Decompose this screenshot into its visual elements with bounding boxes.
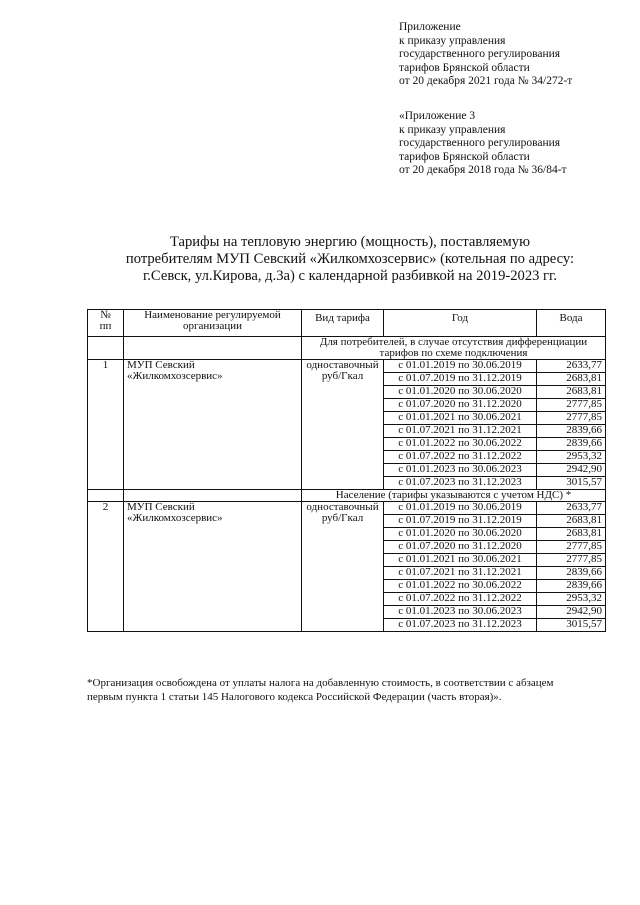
appendix-line: от 20 декабря 2021 года № 34/272-т [399,75,573,88]
tariff-value: 2839,66 [537,580,606,593]
tariff-value: 2839,66 [537,425,606,438]
tariff-kind: одноставочный руб/Гкал [302,502,384,632]
organization-name: МУП Севский «Жилкомхозсервис» [124,502,302,632]
tariff-value: 2953,32 [537,593,606,606]
tariff-value: 2683,81 [537,373,606,386]
appendix-line: тарифов Брянской области [399,150,530,163]
tariff-value: 2942,90 [537,606,606,619]
header-num: № пп [88,310,124,337]
tariff-period: с 01.01.2022 по 30.06.2022 [384,438,537,451]
appendix-line: к приказу управления [399,34,506,47]
tariff-period: с 01.01.2020 по 30.06.2020 [384,386,537,399]
tariff-kind: одноставочный руб/Гкал [302,360,384,490]
tariff-period: с 01.07.2019 по 31.12.2019 [384,373,537,386]
empty-cell [88,337,124,360]
row-number: 2 [88,502,124,632]
appendix-line: государственного регулирования [399,137,561,150]
tariff-value: 2683,81 [537,386,606,399]
appendix-line: от 20 декабря 2018 года № 36/84-т [399,164,567,177]
appendix-line: Приложение [399,21,461,33]
table-row [88,502,606,515]
header-water: Вода [537,310,606,337]
tariff-value: 2683,81 [537,515,606,528]
tariff-period: с 01.01.2023 по 30.06.2023 [384,464,537,477]
tariff-value: 2777,85 [537,554,606,567]
tariff-period: с 01.01.2019 по 30.06.2019 [384,502,537,515]
appendix-line: «Приложение 3 [399,110,476,122]
tariff-period: с 01.01.2020 по 30.06.2020 [384,528,537,541]
appendix-line: государственного регулирования [399,48,561,61]
tariff-value: 2839,66 [537,438,606,451]
tariff-period: с 01.01.2019 по 30.06.2019 [384,360,537,373]
title-line: Тарифы на тепловую энергию (мощность), поставляемую [169,234,530,250]
section-label: Население (тарифы указываются с учетом НДС) * [302,490,606,502]
tariff-table [87,309,606,632]
table-header-row [88,310,606,337]
section-row [88,490,606,502]
tariff-value: 2839,66 [537,567,606,580]
footnote [87,676,607,704]
footnote-line: первым пункта 1 статьи 145 Налогового кодекса Российской Федерации (часть вторая)». [87,691,502,703]
title-line: г.Севск, ул.Кирова, д.3а) с календарной разбивкой на 2019-2023 гг. [142,268,558,284]
section-row [88,337,606,360]
tariff-value: 2953,32 [537,451,606,464]
header-kind: Вид тарифа [302,310,384,337]
appendix-header-original [399,110,629,178]
tariff-value: 2942,90 [537,464,606,477]
title-line: потребителям МУП Севский «Жилкомхозсервис» (котельная по адресу: [125,251,575,267]
tariff-period: с 01.07.2021 по 31.12.2021 [384,567,537,580]
table-body [88,337,606,632]
tariff-period: с 01.01.2021 по 30.06.2021 [384,554,537,567]
tariff-period: с 01.07.2022 по 31.12.2022 [384,451,537,464]
tariff-period: с 01.01.2023 по 30.06.2023 [384,606,537,619]
empty-cell [124,337,302,360]
appendix-header-current [399,21,629,89]
footnote-line: *Организация освобождена от уплаты налога на добавленную стоимость, в соответствии с абзацем [87,677,554,689]
tariff-period: с 01.07.2019 по 31.12.2019 [384,515,537,528]
tariff-value: 2633,77 [537,502,606,515]
header-year: Год [384,310,537,337]
section-label: Для потребителей, в случае отсутствия дифференциации тарифов по схеме подключения [302,337,606,360]
tariff-period: с 01.07.2023 по 31.12.2023 [384,477,537,490]
tariff-value: 3015,57 [537,619,606,632]
tariff-value: 2777,85 [537,412,606,425]
organization-name: МУП Севский «Жилкомхозсервис» [124,360,302,490]
header-org: Наименование регулируемой организации [124,310,302,337]
tariff-period: с 01.07.2022 по 31.12.2022 [384,593,537,606]
tariff-period: с 01.07.2023 по 31.12.2023 [384,619,537,632]
tariff-value: 2633,77 [537,360,606,373]
tariff-period: с 01.07.2020 по 31.12.2020 [384,541,537,554]
tariff-period: с 01.07.2021 по 31.12.2021 [384,425,537,438]
table-row [88,360,606,373]
tariff-value: 2683,81 [537,528,606,541]
tariff-period: с 01.01.2021 по 30.06.2021 [384,412,537,425]
tariff-period: с 01.01.2022 по 30.06.2022 [384,580,537,593]
empty-cell [88,490,124,502]
appendix-line: тарифов Брянской области [399,61,530,74]
empty-cell [124,490,302,502]
document-title [60,234,640,285]
appendix-line: к приказу управления [399,123,506,136]
tariff-value: 2777,85 [537,541,606,554]
tariff-value: 3015,57 [537,477,606,490]
tariff-period: с 01.07.2020 по 31.12.2020 [384,399,537,412]
tariff-value: 2777,85 [537,399,606,412]
row-number: 1 [88,360,124,490]
